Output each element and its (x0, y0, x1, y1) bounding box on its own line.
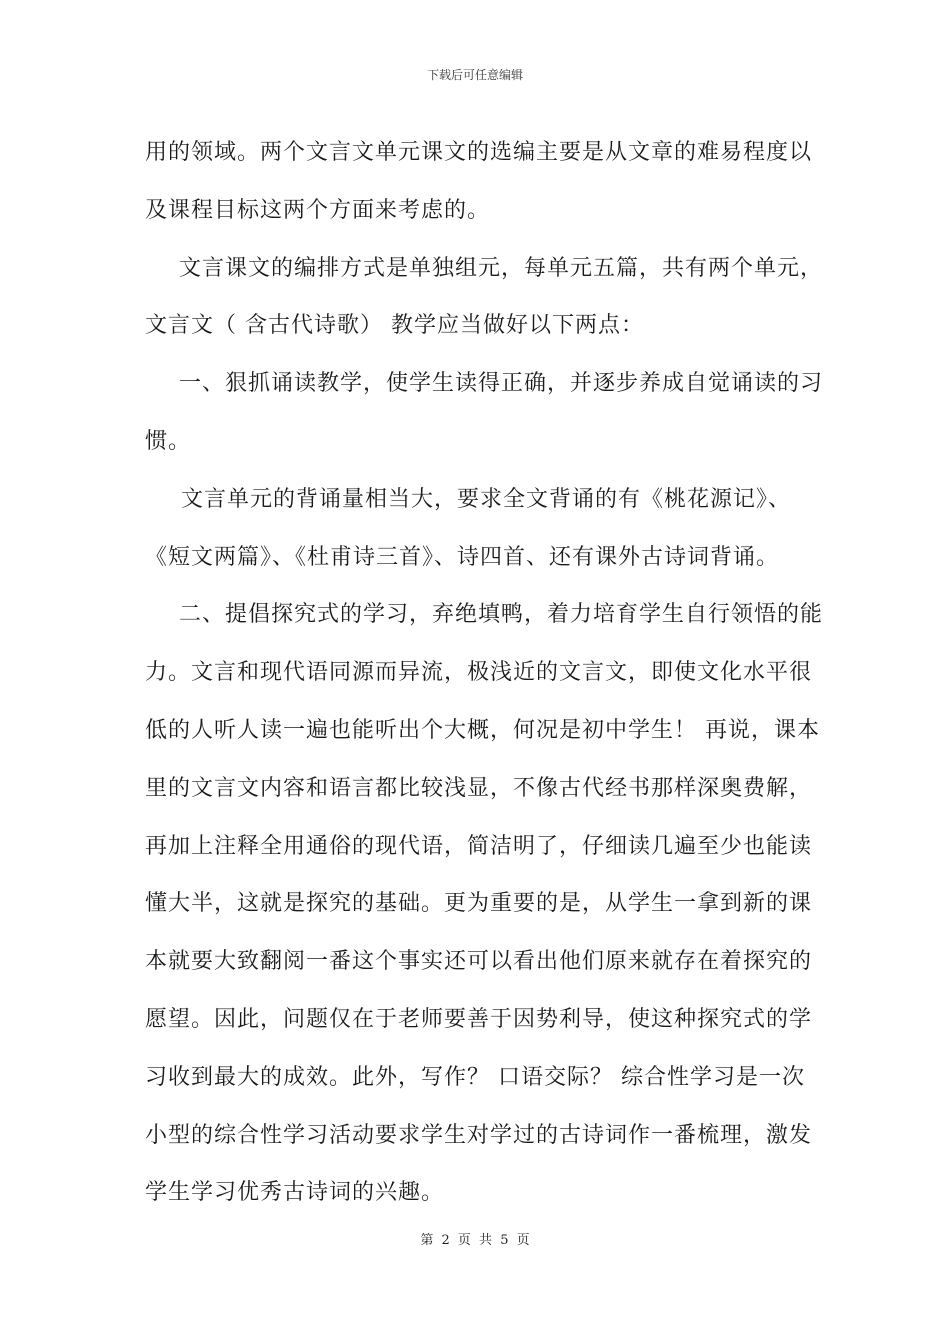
text-line: 里的文言文内容和语言都比较浅显，不像古代经书那样深奥费解， (145, 775, 813, 801)
text-line: 习收到最大的成效。此外，写作？ 口语交际？ 综合性学习是一次 (145, 1064, 805, 1090)
text-line: 再加上注释全用通俗的现代语，简洁明了，仔细读几遍至少也能读 (145, 833, 813, 859)
text-line: 文言文（ 含古代诗歌） 教学应当做好以下两点： (145, 313, 644, 339)
text-line: 惯。 (145, 428, 192, 454)
text-line: 小型的综合性学习活动要求学生对学过的古诗词作一番梳理，激发 (145, 1122, 813, 1148)
text-line: 低的人听人读一遍也能听出个大概，何况是初中学生！ 再说，课本 (145, 717, 820, 743)
document-body (145, 124, 824, 1222)
text-line: 愿望。因此，问题仅在于老师要善于因势利导，使这种探究式的学 (145, 1006, 813, 1032)
text-line: 《短文两篇》、《杜甫诗三首》、诗四首、还有课外古诗词背诵。 (145, 544, 780, 570)
text-line: 学生学习优秀古诗词的兴趣。 (145, 1180, 445, 1206)
page-footer: 第 2 页 共 5 页 (420, 1233, 530, 1248)
text-line: 本就要大致翻阅一番这个事实还可以看出他们原来就存在着探究的 (145, 949, 813, 975)
text-line: 及课程目标这两个方面来考虑的。 (145, 197, 491, 223)
text-line: 文言课文的编排方式是单独组元，每单元五篇，共有两个单元， (179, 255, 824, 281)
text-line: 二、提倡探究式的学习，弃绝填鸭，着力培育学生自行领悟的能 (179, 602, 824, 628)
text-line: 懂大半，这就是探究的基础。更为重要的是，从学生一拿到新的课 (145, 891, 813, 917)
text-line: 文言单元的背诵量相当大，要求全文背诵的有《桃花源记》、 (181, 486, 792, 512)
page-header: 下载后可任意编辑 (426, 68, 523, 82)
text-line: 力。文言和现代语同源而异流，极浅近的文言文，即使文化水平很 (145, 660, 813, 686)
text-line: 一、狠抓诵读教学，使学生读得正确，并逐步养成自觉诵读的习 (179, 371, 824, 397)
text-line: 用的领域。两个文言文单元课文的选编主要是从文章的难易程度以 (145, 140, 813, 165)
